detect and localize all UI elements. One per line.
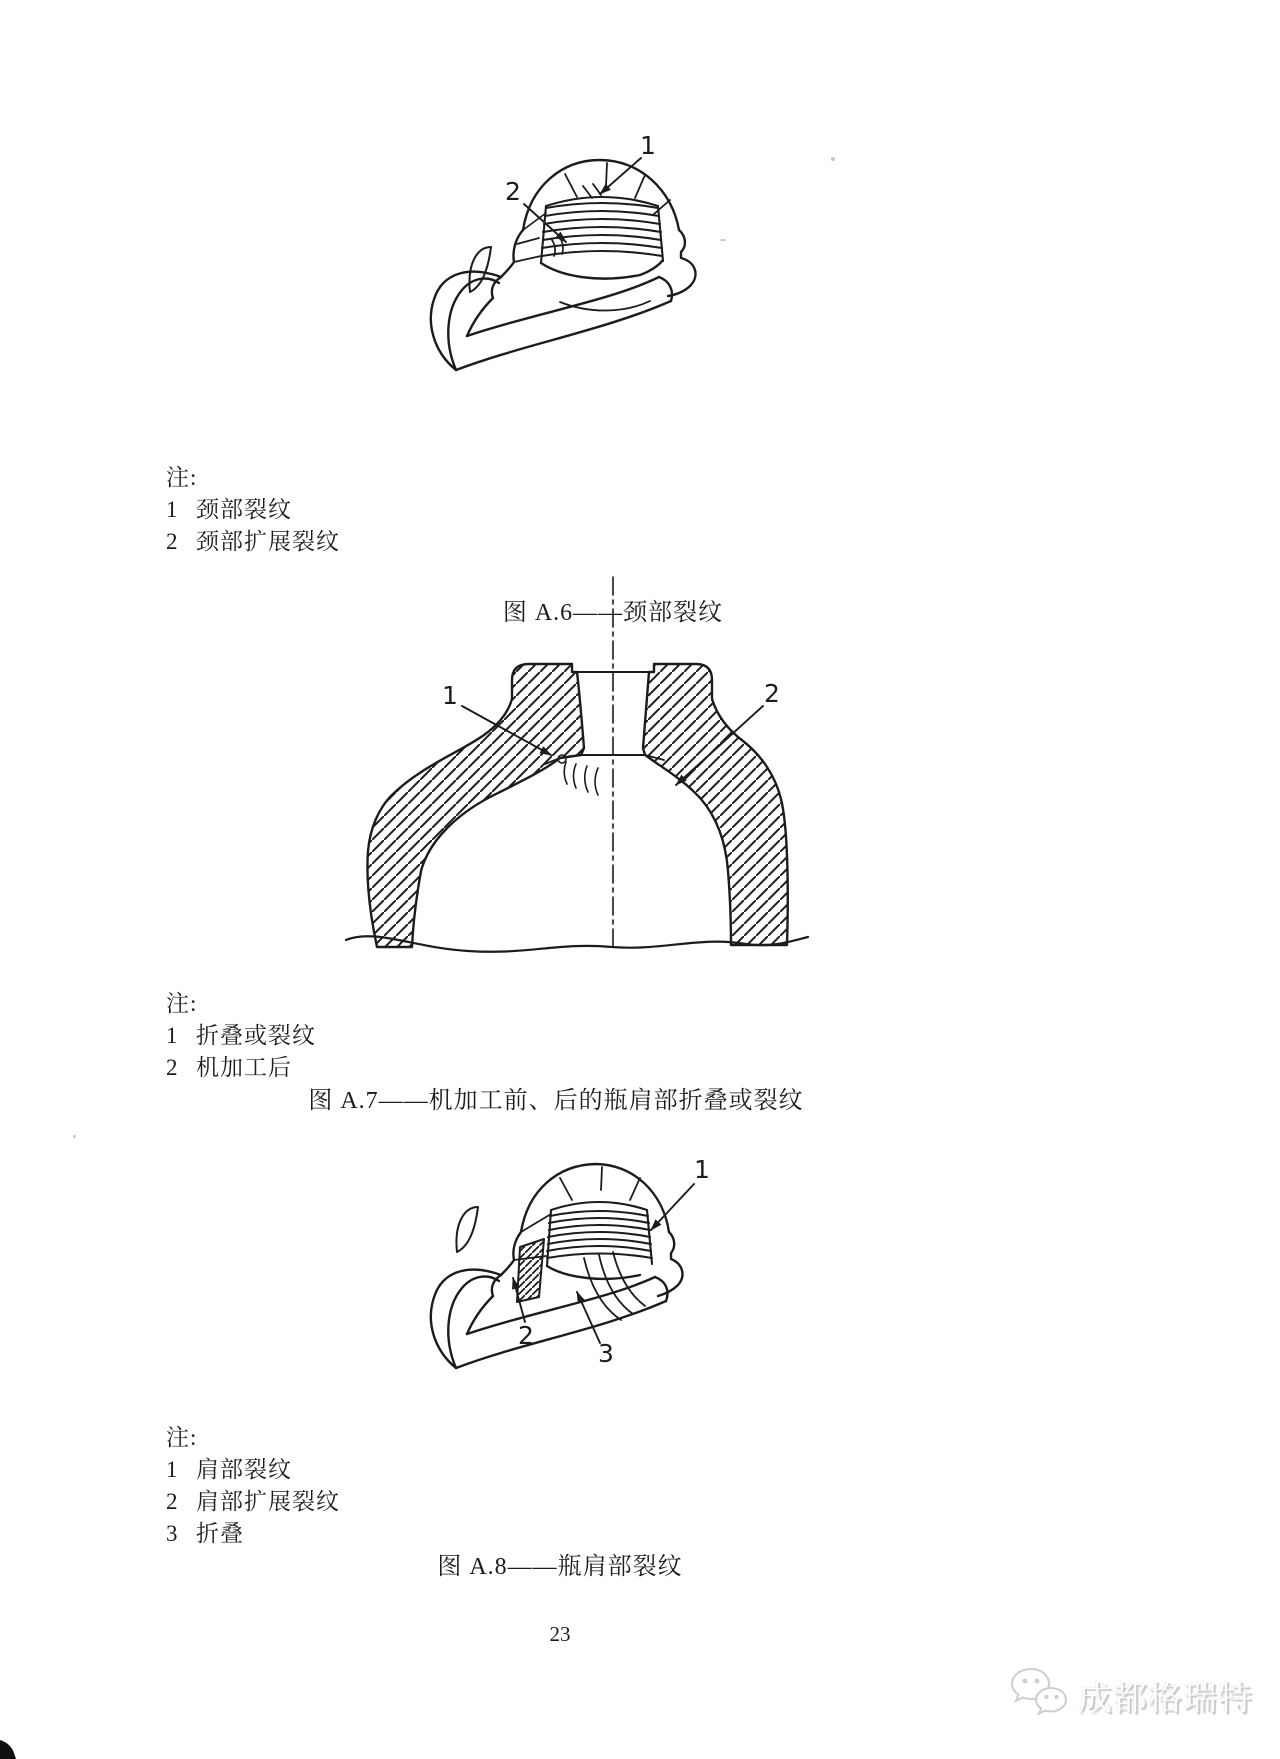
note-item (166, 1454, 340, 1486)
note-text: 机加工后 (196, 1055, 292, 1080)
note-text: 折叠或裂纹 (196, 1023, 316, 1048)
figure-label: 1 (694, 1155, 710, 1184)
note-number: 2 (166, 1489, 179, 1514)
figure-a6-notes (166, 462, 340, 558)
figure-a6-caption: 图 A.6——颈部裂纹 (502, 600, 724, 626)
figure-label: 1 (640, 131, 656, 160)
figure-label: 2 (505, 177, 521, 206)
figure-label: 2 (764, 679, 780, 708)
note-text: 颈部扩展裂纹 (196, 529, 340, 554)
figure-a8-notes (166, 1422, 340, 1550)
note-item (166, 526, 340, 558)
figure-label: 3 (598, 1339, 614, 1368)
note-item (166, 1486, 340, 1518)
note-number: 1 (166, 1457, 179, 1482)
notes-title: 注: (166, 991, 198, 1016)
figure-label: 1 (442, 681, 458, 710)
figure-a6-drawing (431, 158, 696, 370)
notes-title: 注: (166, 1425, 198, 1450)
watermark-text: 成都格瑞特 (1078, 1679, 1253, 1718)
scan-speck (831, 157, 835, 161)
page-number: 23 (549, 1622, 571, 1646)
figure-a7-notes (166, 988, 316, 1084)
note-text: 肩部扩展裂纹 (196, 1489, 340, 1514)
note-text: 肩部裂纹 (196, 1457, 292, 1482)
figure-a7-drawing (346, 577, 808, 952)
note-text: 折叠 (196, 1521, 244, 1546)
note-number: 3 (166, 1521, 179, 1546)
scan-speck (73, 1135, 76, 1138)
notes-title: 注: (166, 465, 198, 490)
note-item (166, 494, 340, 526)
figure-a7-caption: 图 A.7——机加工前、后的瓶肩部折叠或裂纹 (308, 1088, 804, 1114)
note-number: 1 (166, 497, 179, 522)
note-number: 2 (166, 1055, 179, 1080)
note-number: 2 (166, 529, 179, 554)
scan-artifact-corner (0, 1740, 16, 1759)
note-item (166, 1020, 316, 1052)
figure-a8-caption: 图 A.8——瓶肩部裂纹 (437, 1554, 683, 1580)
note-number: 1 (166, 1023, 179, 1048)
scan-speck (720, 239, 726, 241)
figure-a8-drawing (431, 1164, 694, 1368)
note-text: 颈部裂纹 (196, 497, 292, 522)
figure-label: 2 (518, 1321, 534, 1350)
